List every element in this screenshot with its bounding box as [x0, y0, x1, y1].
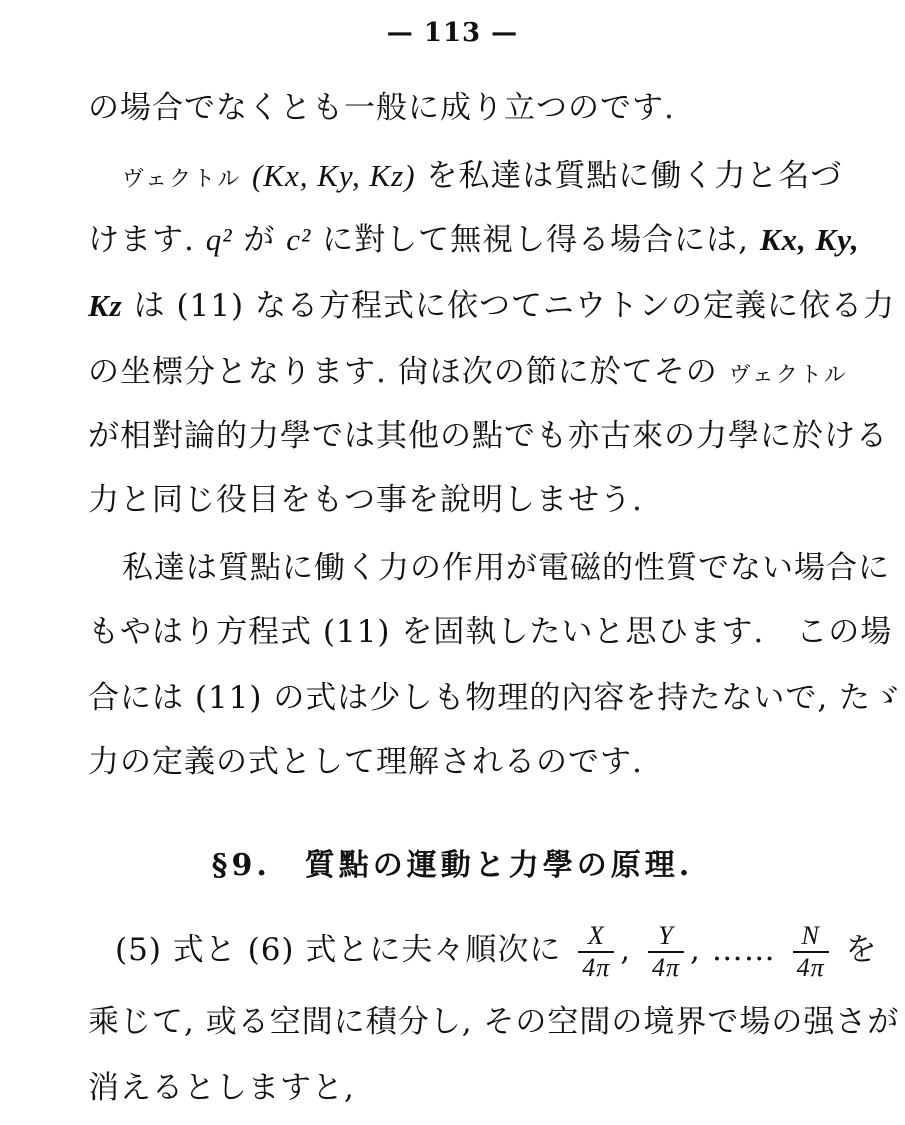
math-c-squared: c² [286, 222, 312, 257]
paragraph-3-line-3: 合には (11) の式は少しも物理的內容を持たないで, たゞ [88, 680, 904, 716]
paragraph-3-line-4: 力の定義の式として理解されるのです. [88, 744, 643, 780]
fraction-denominator: 4π [652, 952, 681, 982]
text-segment: が [243, 222, 276, 258]
paragraph-2-line-3 [88, 286, 895, 326]
text-segment: けます. [88, 222, 195, 258]
paragraph-4-line-2: 乘じて, 或る空間に積分し, その空間の境界で場の强さが [88, 1004, 900, 1040]
paragraph-2-line-2 [88, 220, 860, 260]
text-segment: に對して無視し得る場合には, [322, 222, 750, 258]
paragraph-2-line-4 [88, 352, 848, 396]
paragraph-1-line-1: の場合でなくとも一般に成り立つのです. [88, 90, 675, 126]
math-kz: Kz [88, 288, 123, 323]
fraction-y-over-4pi [648, 921, 684, 983]
page-number: — 113 — [386, 18, 519, 48]
force-vector: (Kx, Ky, Kz) [251, 158, 416, 193]
comma: , [690, 932, 701, 968]
section-heading: §9. 質點の運動と力學の原理. [211, 848, 694, 883]
text-segment: (5) 式と (6) 式とに夫々順次に [115, 932, 562, 968]
fraction-numerator: Y [648, 921, 684, 953]
paragraph-4-line-1 [115, 915, 878, 985]
paragraph-3-line-2: もやはり方程式 (11) を固執したいと思ひます. この場 [88, 614, 893, 650]
paragraph-3-line-1: 私達は質點に働く力の作用が電磁的性質でない場合に [122, 550, 890, 586]
paragraph-2-line-5: が相對論的力學では其他の點でも亦古來の力學に於ける [88, 418, 888, 454]
paragraph-2-line-1-text: を私達は質點に働く力と名づ [426, 158, 843, 194]
math-k-components: Kx, Ky, [759, 222, 860, 257]
ellipsis: …… [711, 932, 776, 968]
vector-word: ヴェクトル [728, 363, 848, 388]
fraction-denominator: 4π [582, 952, 611, 982]
vector-word: ヴェクトル [122, 167, 242, 192]
fraction-denominator: 4π [796, 952, 825, 982]
math-q-squared: q² [205, 222, 233, 257]
paragraph-2-line-6: 力と同じ役目をもつ事を說明しませう. [88, 482, 643, 518]
text-segment: の坐標分となります. [88, 354, 387, 390]
paragraph-4-line-3: 消えるとしますと, [88, 1070, 355, 1106]
text-segment: は (11) なる方程式に依つてニウトンの定義に依る力 [133, 288, 895, 324]
comma: , [620, 932, 632, 968]
fraction-n-over-4pi [793, 921, 829, 983]
fraction-numerator: X [578, 921, 614, 953]
text-segment: を [845, 932, 878, 968]
paragraph-2-line-1 [122, 156, 843, 200]
fraction-x-over-4pi [578, 921, 614, 983]
text-segment: 尙ほ次の節に於てその [397, 354, 718, 390]
fraction-numerator: N [793, 921, 829, 953]
